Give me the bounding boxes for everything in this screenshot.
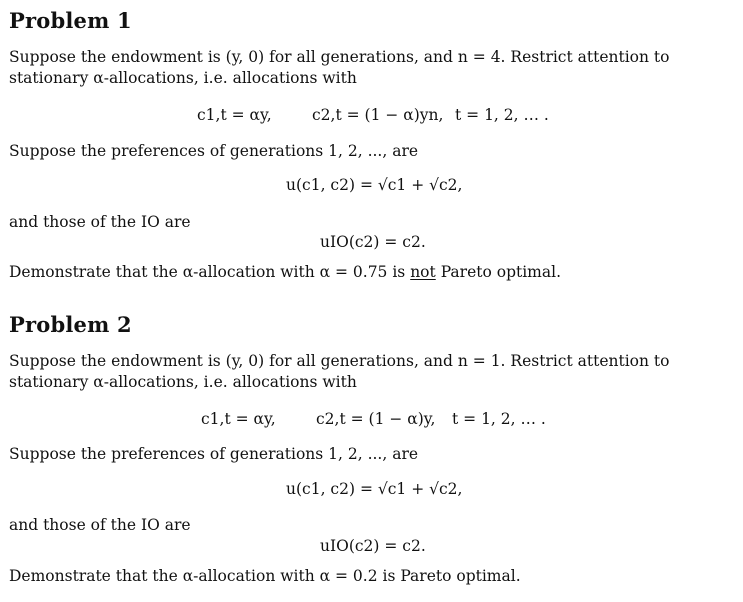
- problem-1-io-text: and those of the IO are: [9, 213, 191, 231]
- problem-2-alloc-t: t = 1, 2, … .: [452, 410, 546, 428]
- problem-1-conclusion-start: Demonstrate that the α-allocation with α = 0.75 is: [9, 263, 406, 281]
- problem-1-alloc-t: t = 1, 2, … .: [455, 106, 549, 124]
- problem-1-heading: Problem 1: [9, 8, 132, 33]
- problem-2-heading: Problem 2: [9, 312, 132, 337]
- problem-1-conclusion-emphasis: not: [410, 263, 436, 281]
- problem-1-conclusion: [9, 262, 731, 283]
- problem-2-utility: u(c1, c2) = √c1 + √c2,: [286, 480, 463, 498]
- problem-2-conclusion: Demonstrate that the α-allocation with α = 0.2 is Pareto optimal.: [9, 567, 521, 585]
- problem-1-alloc-c1: c1,t = αy,: [197, 106, 272, 124]
- problem-1-preferences-text: Suppose the preferences of generations 1, 2, ..., are: [9, 142, 419, 160]
- problem-1-conclusion-end: Pareto optimal.: [440, 263, 561, 281]
- problem-2-intro: Suppose the endowment is (y, 0) for all generations, and n = 1. Restrict attention to stationary α-allocations, i.e. allocations with: [9, 352, 670, 391]
- problem-1-intro: Suppose the endowment is (y, 0) for all generations, and n = 4. Restrict attention to stationary α-allocations, i.e. allocations with: [9, 48, 670, 87]
- problem-2-alloc-c1: c1,t = αy,: [201, 410, 276, 428]
- problem-1-utility: u(c1, c2) = √c1 + √c2,: [286, 176, 463, 194]
- problem-1-io-utility: uIO(c2) = c2.: [320, 233, 426, 251]
- problem-2-preferences-text: Suppose the preferences of generations 1, 2, ..., are: [9, 445, 419, 463]
- problem-1-alloc-c2: c2,t = (1 − α)yn,: [312, 106, 444, 124]
- problem-2-alloc-c2: c2,t = (1 − α)y,: [316, 410, 436, 428]
- problem-2-io-text: and those of the IO are: [9, 516, 191, 534]
- problem-2-io-utility: uIO(c2) = c2.: [320, 537, 426, 555]
